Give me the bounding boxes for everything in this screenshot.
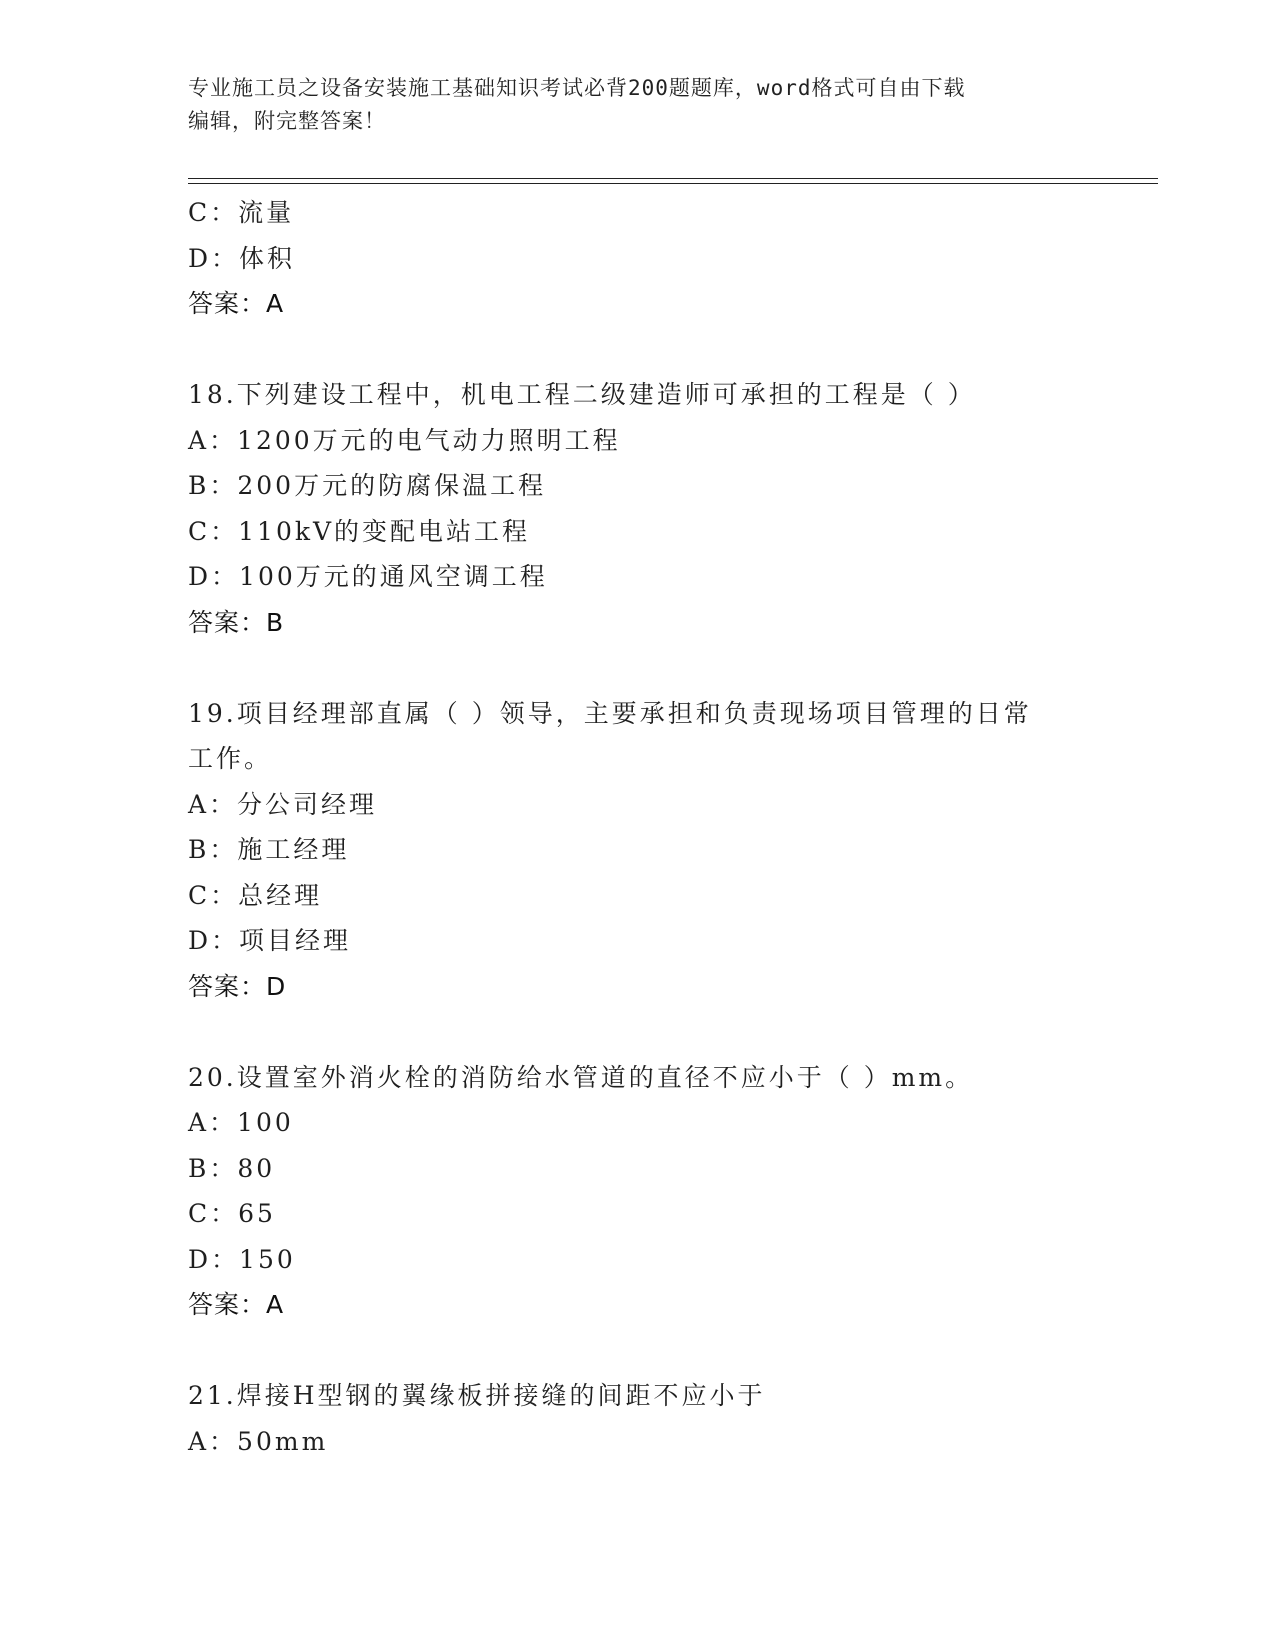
option-a: A：分公司经理 — [188, 789, 378, 819]
answer-line: 答案：D — [188, 971, 287, 1001]
option-d: D：150 — [188, 1244, 296, 1274]
answer-line: 答案：A — [188, 289, 285, 318]
header-title-line1: 专业施工员之设备安装施工基础知识考试必背200题题库，word格式可自由下载 — [188, 76, 966, 100]
option-a: A：50mm — [188, 1426, 329, 1456]
spacer — [188, 327, 1088, 373]
question-19 — [188, 691, 1088, 1010]
option-d: D：项目经理 — [188, 926, 352, 955]
question-stem: 20.设置室外消火栓的消防给水管道的直径不应小于（ ）mm。 — [188, 1062, 974, 1092]
option-c: C：110kV的变配电站工程 — [188, 516, 531, 546]
spacer — [188, 645, 1088, 691]
option-d: D：体积 — [188, 243, 296, 273]
option-b: B：80 — [188, 1153, 276, 1183]
question-stem: 21.焊接H型钢的翼缘板拼接缝的间距不应小于 — [188, 1381, 766, 1410]
question-list — [188, 190, 1088, 1464]
question-stem-line1: 19.项目经理部直属（ ）领导，主要承担和负责现场项目管理的日常 — [188, 698, 1032, 728]
option-c: C：65 — [188, 1199, 276, 1228]
prev-question-block — [188, 190, 1088, 327]
question-stem: 18.下列建设工程中，机电工程二级建造师可承担的工程是（ ） — [188, 380, 976, 409]
document-header — [188, 72, 1068, 138]
question-20 — [188, 1055, 1088, 1328]
answer-line: 答案：A — [188, 1290, 285, 1319]
option-b: B：施工经理 — [188, 835, 350, 864]
option-d: D：100万元的通风空调工程 — [188, 562, 548, 591]
answer-line: 答案：B — [188, 607, 285, 637]
question-21 — [188, 1373, 1088, 1464]
header-divider-bottom — [188, 183, 1158, 184]
option-c: C：总经理 — [188, 880, 323, 910]
header-divider-top — [188, 178, 1158, 179]
option-b: B：200万元的防腐保温工程 — [188, 471, 547, 500]
spacer — [188, 1328, 1088, 1374]
question-18 — [188, 372, 1088, 645]
question-stem-line2: 工作。 — [188, 744, 273, 773]
option-c: C：流量 — [188, 198, 295, 227]
option-a: A：100 — [188, 1108, 294, 1137]
header-title-line2: 编辑，附完整答案！ — [188, 109, 386, 133]
option-a: A：1200万元的电气动力照明工程 — [188, 425, 621, 455]
spacer — [188, 1009, 1088, 1055]
